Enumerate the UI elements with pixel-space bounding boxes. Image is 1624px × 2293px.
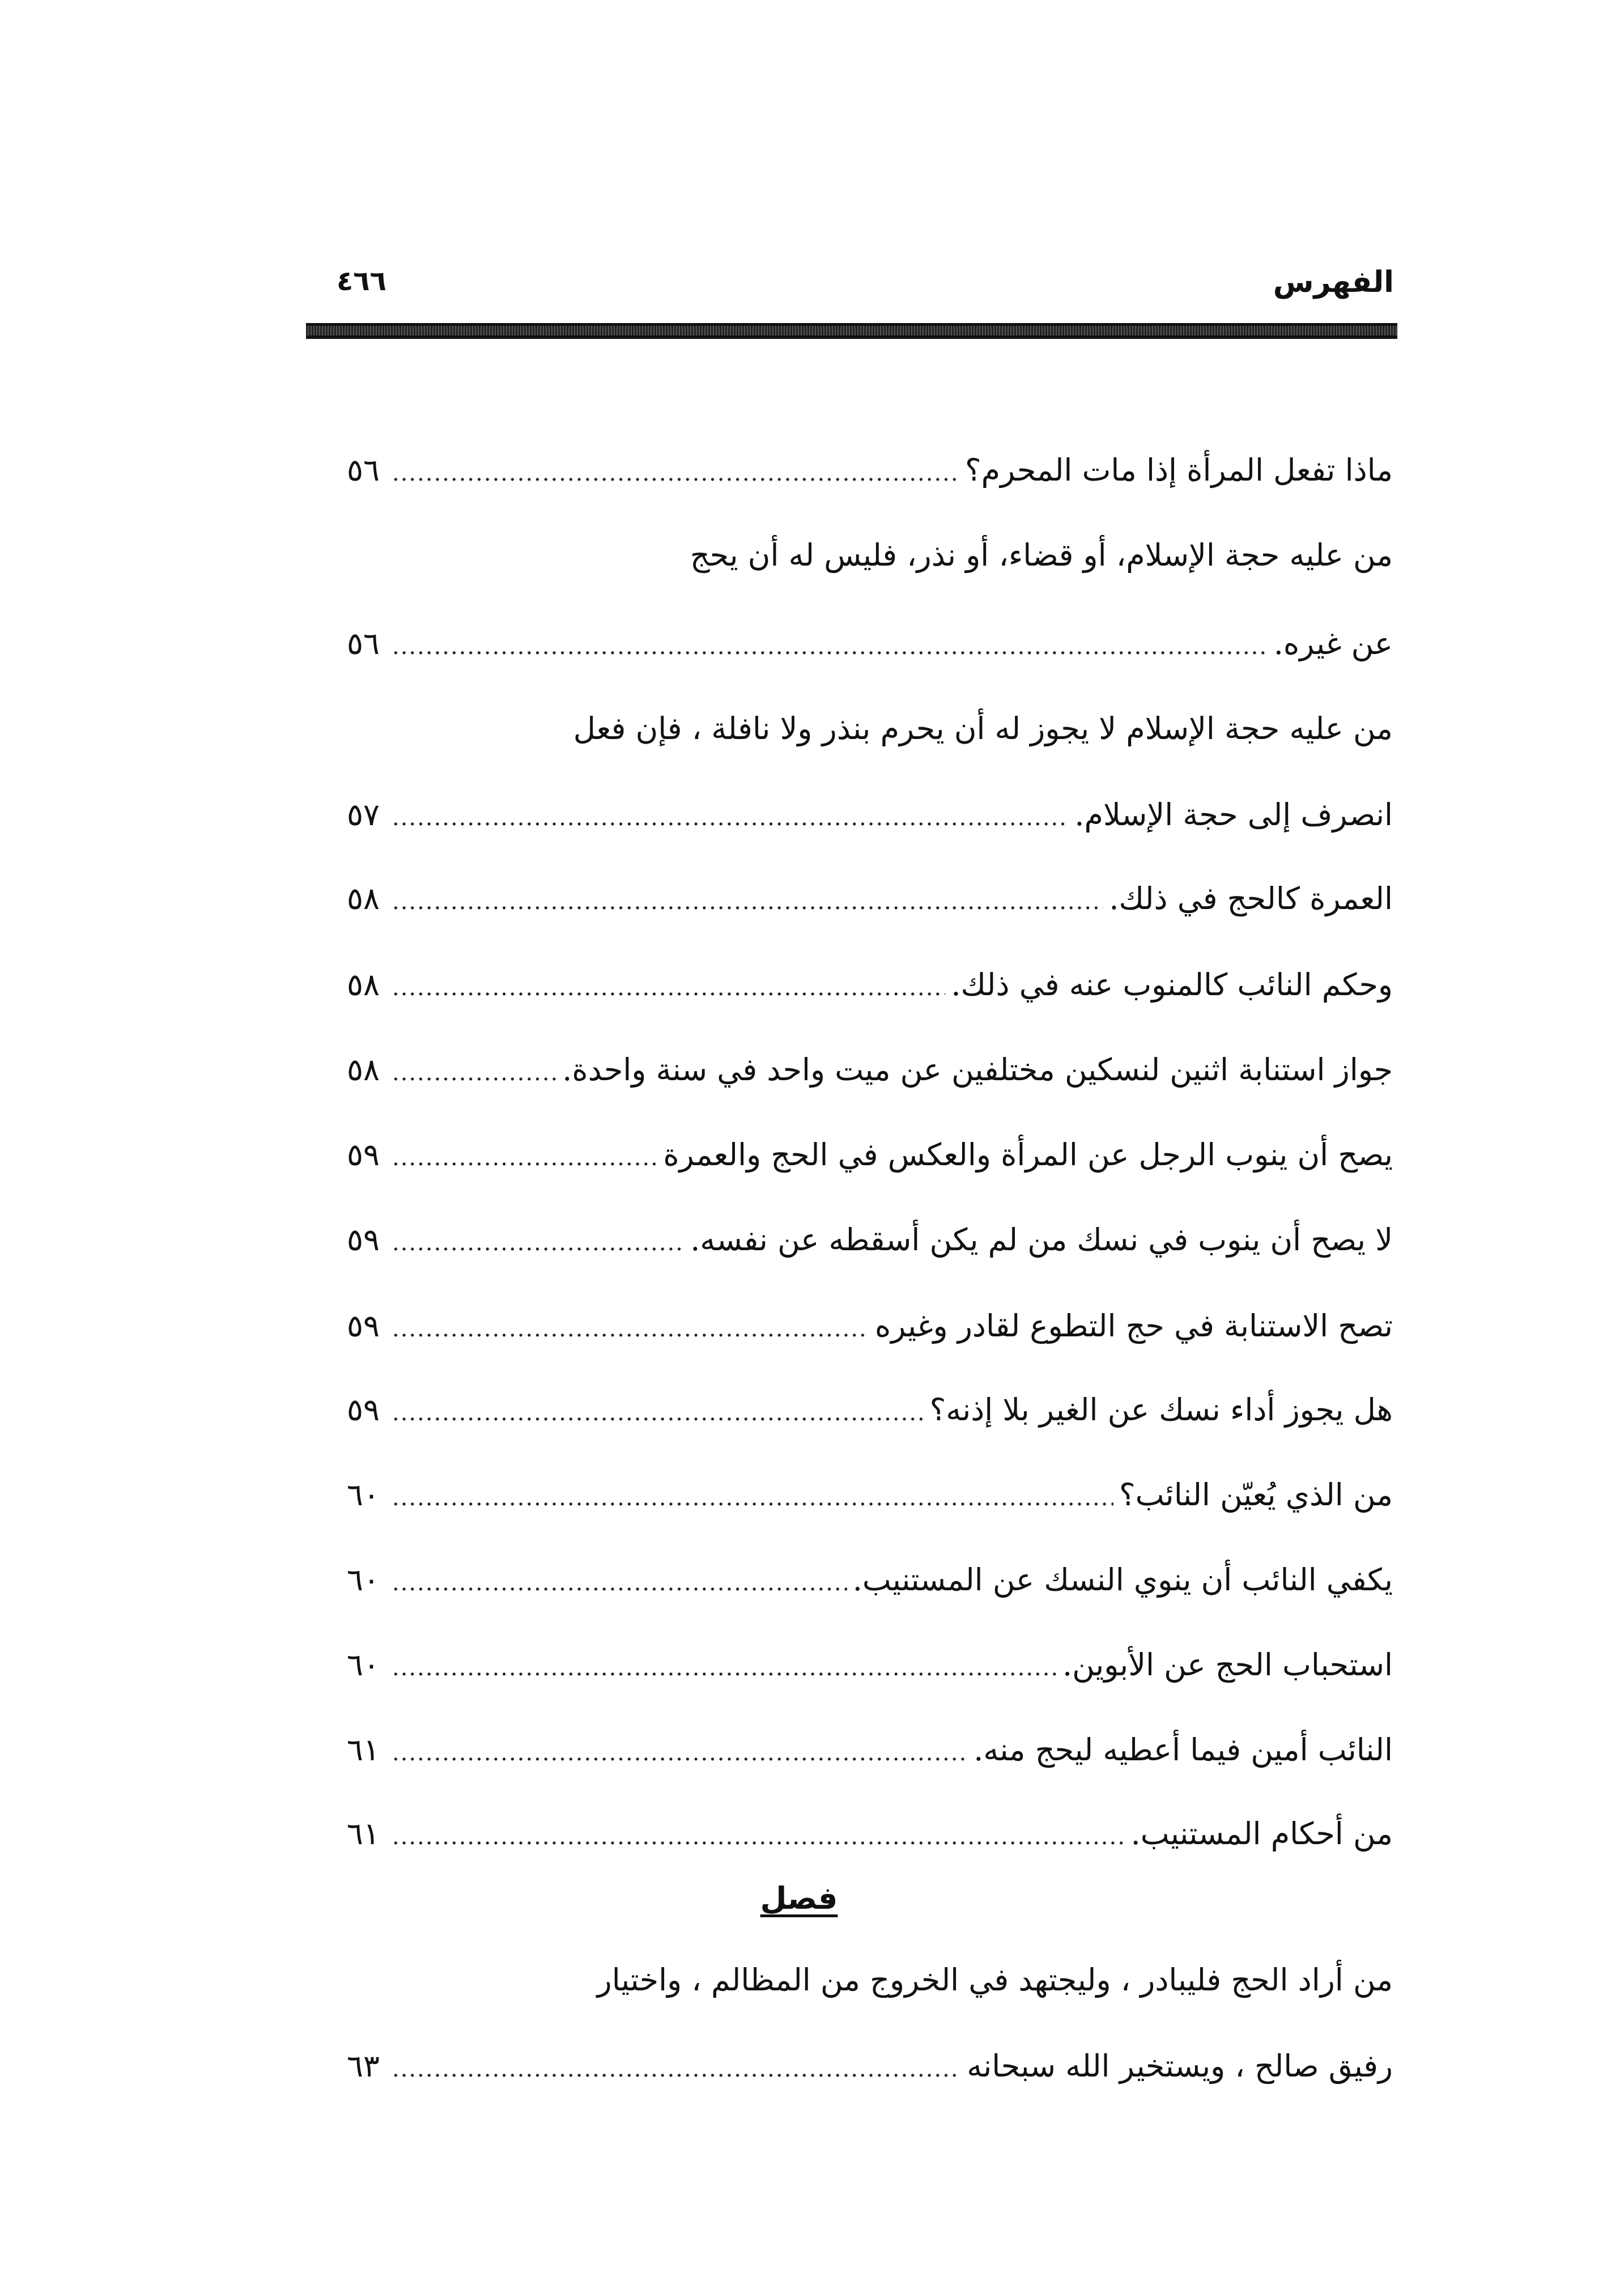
entry-page: ٥٨	[347, 1052, 380, 1088]
index-entry[interactable]	[347, 1467, 1393, 1523]
entry-text: عن غيره.	[1273, 626, 1393, 661]
entry-text: لا يصح أن ينوب في نسك من لم يكن أسقطه عن نفسه.	[690, 1222, 1393, 1258]
entry-text: العمرة كالحج في ذلك.	[1109, 881, 1393, 916]
dot-leader	[392, 1215, 685, 1271]
entry-text: من عليه حجة الإسلام، أو قضاء، أو نذر، فليس له أن يحج	[690, 537, 1393, 573]
entry-text: من أراد الحج فليبادر ، وليجتهد في الخروج من المظالم ، واختيار	[597, 1962, 1393, 1998]
entry-page: ٦٠	[347, 1562, 380, 1598]
index-entry[interactable]	[347, 1722, 1393, 1778]
dot-leader	[392, 873, 1103, 930]
section-heading: فصل	[760, 1880, 838, 1916]
entry-text: استحباب الحج عن الأبوين.	[1062, 1647, 1393, 1683]
index-entry[interactable]	[347, 442, 1393, 499]
dot-leader	[392, 1725, 968, 1781]
entry-page: ٥٦	[347, 626, 380, 661]
entry-text: يصح أن ينوب الرجل عن المرأة والعكس في الحج والعمرة	[663, 1137, 1393, 1173]
dot-leader	[392, 1385, 924, 1441]
entry-page: ٥٧	[347, 797, 380, 833]
entry-text: تصح الاستنابة في حج التطوع لقادر وغيره	[874, 1308, 1393, 1344]
index-entry[interactable]	[347, 1298, 1393, 1354]
entry-text: وحكم النائب كالمنوب عنه في ذلك.	[951, 967, 1393, 1003]
dot-leader	[392, 1129, 657, 1186]
entry-page: ٦١	[347, 1816, 380, 1852]
index-entry[interactable]	[347, 1042, 1393, 1098]
dot-leader	[392, 789, 1069, 846]
entry-page: ٥٩	[347, 1392, 380, 1428]
index-entry[interactable]	[347, 527, 1393, 584]
dot-leader	[392, 1044, 556, 1101]
index-entry[interactable]	[347, 1552, 1393, 1608]
entry-text: هل يجوز أداء نسك عن الغير بلا إذنه؟	[929, 1392, 1393, 1428]
index-entry[interactable]	[347, 1806, 1393, 1862]
header-rule	[306, 323, 1397, 339]
entry-page: ٦٣	[347, 2048, 380, 2084]
index-entry[interactable]	[347, 615, 1393, 672]
dot-leader	[392, 445, 959, 502]
index-entry[interactable]	[347, 1952, 1393, 2009]
dot-leader	[392, 959, 945, 1016]
dot-leader	[392, 1555, 847, 1611]
entry-page: ٥٦	[347, 452, 380, 488]
index-entry[interactable]	[347, 787, 1393, 843]
index-entry[interactable]	[347, 1382, 1393, 1438]
index-entry[interactable]	[347, 700, 1393, 757]
index-entry[interactable]	[347, 1212, 1393, 1268]
dot-leader	[392, 1640, 1057, 1696]
entry-page: ٦١	[347, 1732, 380, 1768]
entry-page: ٦٠	[347, 1647, 380, 1683]
entry-text: من الذي يُعيّن النائب؟	[1119, 1477, 1393, 1513]
index-entry[interactable]	[347, 957, 1393, 1013]
entry-page: ٥٩	[347, 1222, 380, 1258]
entry-page: ٥٨	[347, 967, 380, 1003]
entry-text: جواز استنابة اثنين لنسكين مختلفين عن ميت واحد في سنة واحدة.	[562, 1052, 1393, 1088]
entry-page: ٥٨	[347, 881, 380, 916]
page-number: ٤٦٦	[337, 265, 386, 297]
dot-leader	[392, 1470, 1113, 1526]
entry-text: من أحكام المستنيب.	[1130, 1816, 1393, 1852]
index-entry[interactable]	[347, 2038, 1393, 2095]
dot-leader	[392, 2041, 961, 2097]
dot-leader	[392, 1808, 1125, 1865]
entry-page: ٦٠	[347, 1477, 380, 1513]
index-entry[interactable]	[347, 871, 1393, 927]
dot-leader	[392, 618, 1268, 675]
entry-text: من عليه حجة الإسلام لا يجوز له أن يحرم بنذر ولا نافلة ، فإن فعل	[573, 711, 1393, 746]
entry-page: ٥٩	[347, 1137, 380, 1173]
header-title: الفهرس	[1273, 265, 1394, 299]
entry-text: النائب أمين فيما أعطيه ليحج منه.	[973, 1732, 1393, 1768]
entry-text: رفيق صالح ، ويستخير الله سبحانه	[967, 2048, 1393, 2084]
index-entry[interactable]	[347, 1127, 1393, 1183]
entry-text: يكفي النائب أن ينوي النسك عن المستنيب.	[852, 1562, 1393, 1598]
entry-text: ماذا تفعل المرأة إذا مات المحرم؟	[965, 452, 1393, 488]
page-header	[306, 265, 1394, 311]
index-entry[interactable]	[347, 1637, 1393, 1693]
dot-leader	[392, 1301, 869, 1357]
entry-text: انصرف إلى حجة الإسلام.	[1074, 797, 1393, 833]
entry-page: ٥٩	[347, 1308, 380, 1344]
